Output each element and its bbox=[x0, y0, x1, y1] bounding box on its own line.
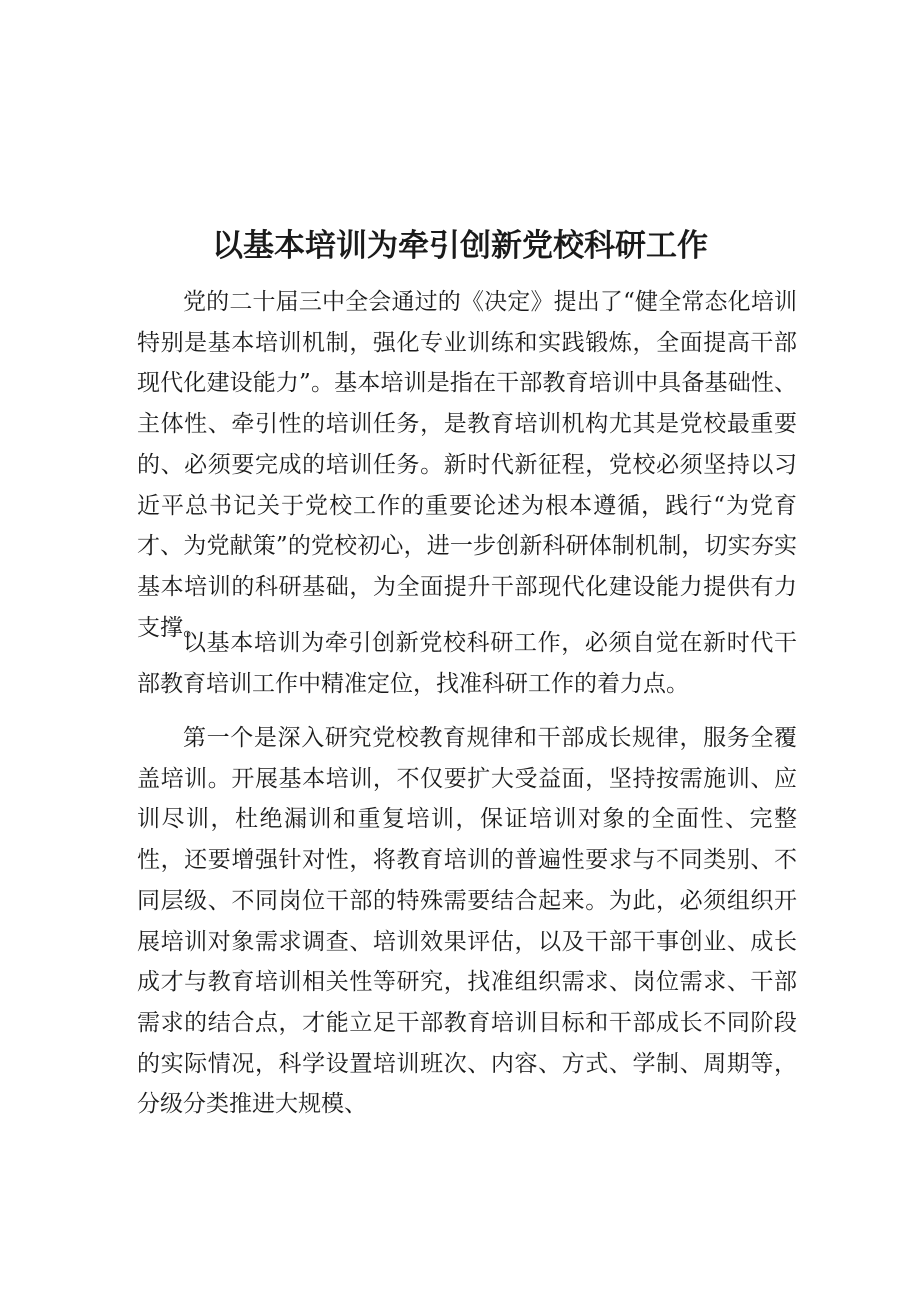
paragraph-first-point: 第一个是深入研究党校教育规律和干部成长规律，服务全覆盖培训。开展基本培训，不仅要扩大受益面，坚持按需施训、应训尽训，杜绝漏训和重复培训，保证培训对象的全面性、完整性，还要增强针对性，将教育培训的普遍性要求与不同类别、不同层级、不同岗位干部的特殊需要结合起来。为此，必须组织开展培训对象需求调查、培训效果评估，以及干部干事创业、成长成才与教育培训相关性等研究，找准组织需求、岗位需求、干部需求的结合点，才能立足干部教育培训目标和干部成长不同阶段的实际情况，科学设置培训班次、内容、方式、学制、周期等，分级分类推进大规模、 bbox=[137, 725, 797, 1118]
paragraph-intro: 党的二十届三中全会通过的《决定》提出了“健全常态化培训特别是基本培训机制，强化专业训练和实践锻炼，全面提高干部现代化建设能力”。基本培训是指在干部教育培训中具备基础性、主体性、牵引性的培训任务，是教育培训机构尤其是党校最重要的、必须要完成的培训任务。新时代新征程，党校必须坚持以习近平总书记关于党校工作的重要论述为根本遵循，践行“为党育才、为党献策”的党校初心，进一步创新科研体制机制，切实夯实基本培训的科研基础，为全面提升干部现代化建设能力提供有力支撑。 bbox=[137, 289, 797, 641]
document-title: 以基本培训为牵引创新党校科研工作 bbox=[212, 228, 708, 264]
paragraph-positioning: 以基本培训为牵引创新党校科研工作，必须自觉在新时代干部教育培训工作中精准定位，找准科研工作的着力点。 bbox=[137, 630, 797, 697]
